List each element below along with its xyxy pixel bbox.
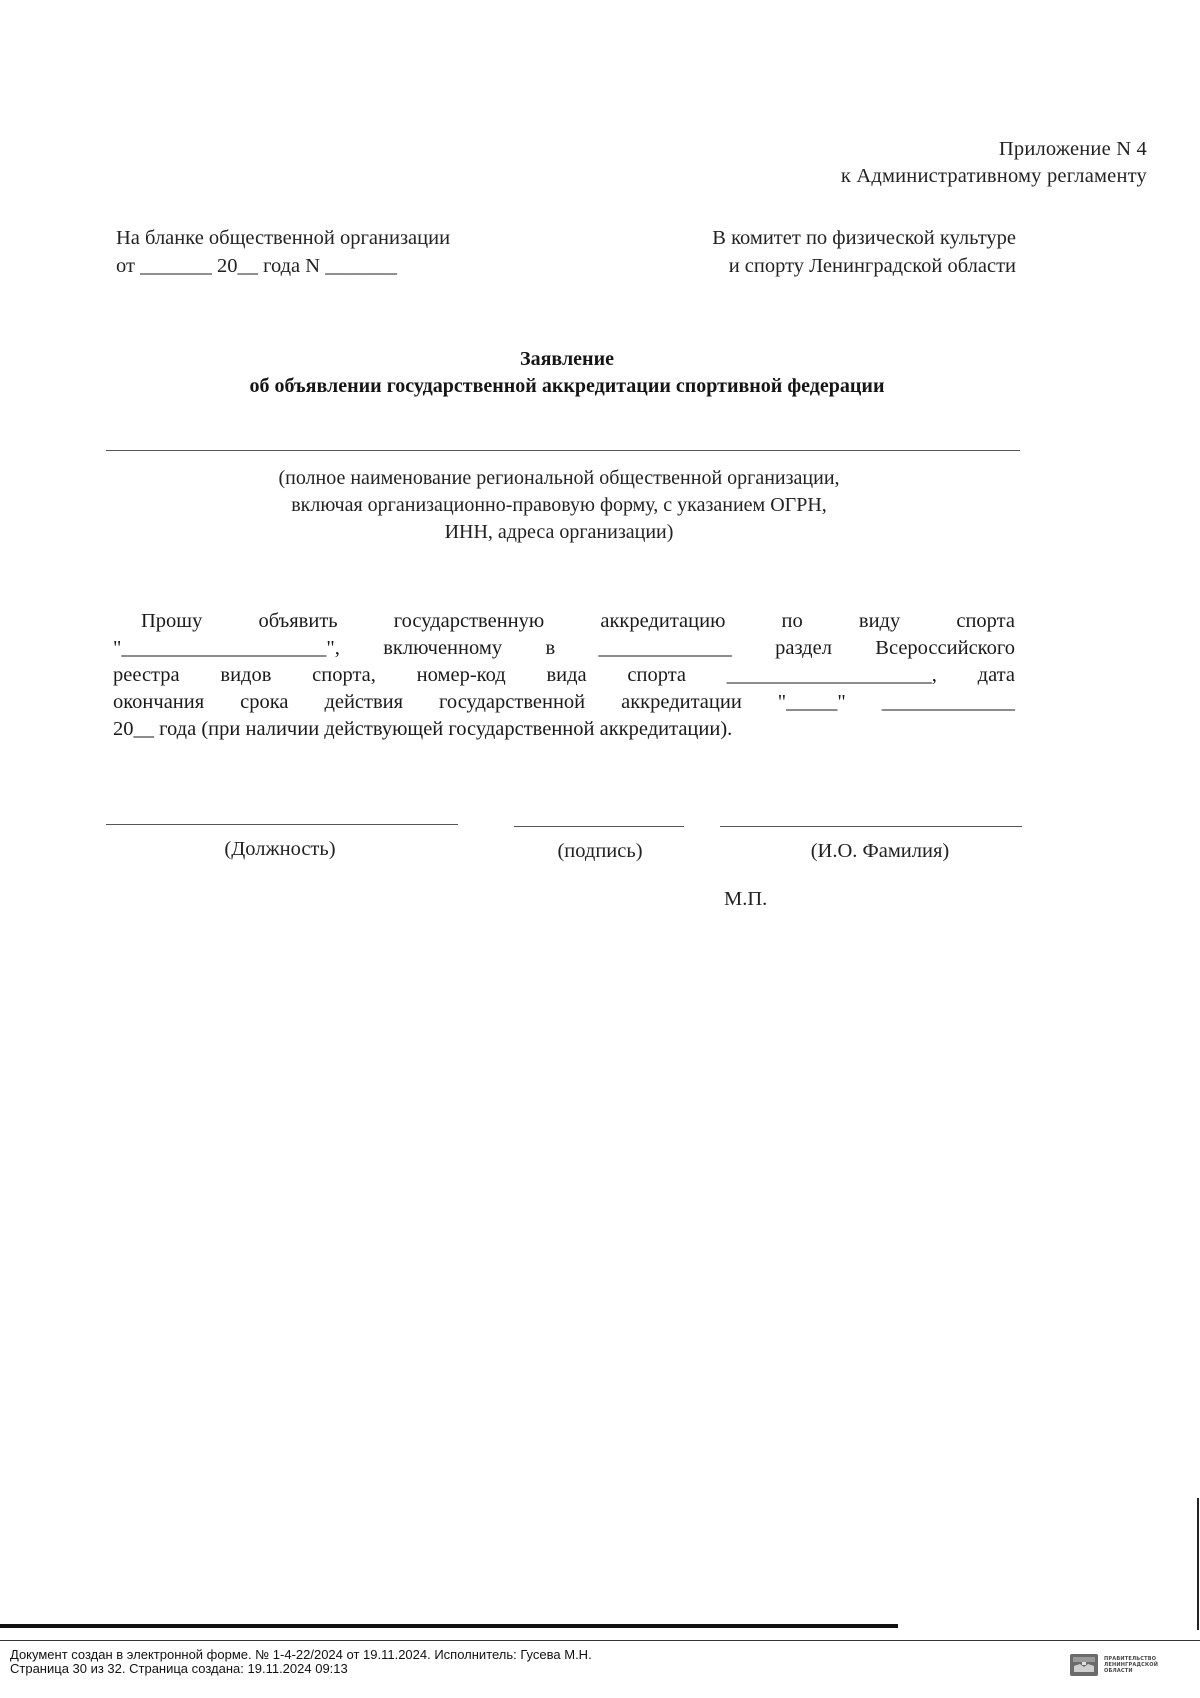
- footer-bar: [0, 1624, 898, 1628]
- word: "____________________",: [113, 637, 340, 659]
- government-logo: [1070, 1650, 1188, 1680]
- full-name-label: (И.О. Фамилия): [810, 840, 950, 862]
- addressee-line1: В комитет по физической культуре: [712, 227, 1016, 249]
- title-line1: Заявление: [520, 348, 614, 370]
- addressee: [712, 224, 1016, 280]
- scan-edge-mark: [1197, 1498, 1199, 1630]
- footer-divider: [0, 1640, 1200, 1641]
- signature-line: [514, 826, 684, 827]
- word: государственной: [439, 691, 586, 713]
- word: вида: [546, 664, 587, 686]
- word: _____________: [598, 637, 732, 659]
- request-line-3: [113, 662, 1015, 689]
- word: спорта,: [312, 664, 376, 686]
- stamp-place-label: М.П.: [724, 888, 768, 910]
- name-signature-line: [720, 826, 1022, 827]
- request-paragraph: [113, 608, 1015, 743]
- government-logo-text: [1104, 1656, 1158, 1674]
- caption-line2: включая организационно-правовую форму, с указанием ОГРН,: [291, 494, 827, 516]
- request-line-4: [113, 689, 1015, 716]
- word: виду: [858, 610, 901, 632]
- appendix-number: Приложение N 4: [998, 138, 1147, 160]
- letterhead-note: [116, 224, 450, 280]
- position-signature-line: [106, 824, 458, 825]
- organization-caption: [100, 465, 1018, 546]
- logo-line2: ЛЕНИНГРАДСКОЙ: [1104, 1662, 1159, 1668]
- word: спорта: [627, 664, 686, 686]
- request-closing-text: 20__ года (при наличии действующей государственной аккредитации).: [113, 718, 733, 740]
- word: по: [781, 610, 803, 632]
- word: государственную: [393, 610, 545, 632]
- word: срока: [240, 691, 289, 713]
- leningrad-region-emblem-icon: [1070, 1654, 1098, 1676]
- word: Прошу: [141, 610, 203, 632]
- letterhead-line: На бланке общественной организации: [116, 227, 451, 249]
- footer-document-info: Документ создан в электронной форме. № 1-4-22/2024 от 19.11.2024. Исполнитель: Гусева М.Н.: [10, 1647, 592, 1662]
- word: раздел: [775, 637, 832, 659]
- word: номер-код: [416, 664, 506, 686]
- position-label: (Должность): [224, 838, 336, 860]
- word: в: [545, 637, 556, 659]
- word: включенному: [383, 637, 503, 659]
- appendix-regulation: к Административному регламенту: [840, 165, 1147, 187]
- request-line-1: [113, 608, 1015, 635]
- footer-page-info: Страница 30 из 32. Страница создана: 19.11.2024 09:13: [10, 1661, 348, 1676]
- organization-name-line: [106, 450, 1020, 451]
- word: дата: [977, 664, 1015, 686]
- title-line2: об объявлении государственной аккредитации спортивной федерации: [249, 375, 885, 397]
- word: аккредитации: [621, 691, 742, 713]
- caption-line1: (полное наименование региональной общественной организации,: [278, 467, 840, 489]
- word: ____________________,: [726, 664, 937, 686]
- appendix-reference: [841, 136, 1147, 190]
- letterhead-date-number: от _______ 20__ года N _______: [116, 255, 397, 277]
- addressee-line2: и спорту Ленинградской области: [728, 255, 1016, 277]
- word: реестра: [113, 664, 180, 686]
- logo-line3: ОБЛАСТИ: [1104, 1668, 1133, 1674]
- word: объявить: [258, 610, 338, 632]
- word: аккредитацию: [600, 610, 726, 632]
- word: Всероссийского: [875, 637, 1015, 659]
- word: окончания: [113, 691, 205, 713]
- word: "_____": [777, 691, 846, 713]
- request-line-5: [113, 716, 1015, 743]
- word: спорта: [956, 610, 1015, 632]
- word: действия: [324, 691, 404, 713]
- document-footer: [10, 1648, 592, 1676]
- document-title: [0, 346, 1134, 400]
- word: видов: [220, 664, 272, 686]
- request-line-2: [113, 635, 1015, 662]
- logo-line1: ПРАВИТЕЛЬСТВО: [1104, 1656, 1157, 1662]
- caption-line3: ИНН, адреса организации): [444, 521, 674, 543]
- word: _____________: [881, 691, 1015, 713]
- signature-label: (подпись): [557, 840, 643, 862]
